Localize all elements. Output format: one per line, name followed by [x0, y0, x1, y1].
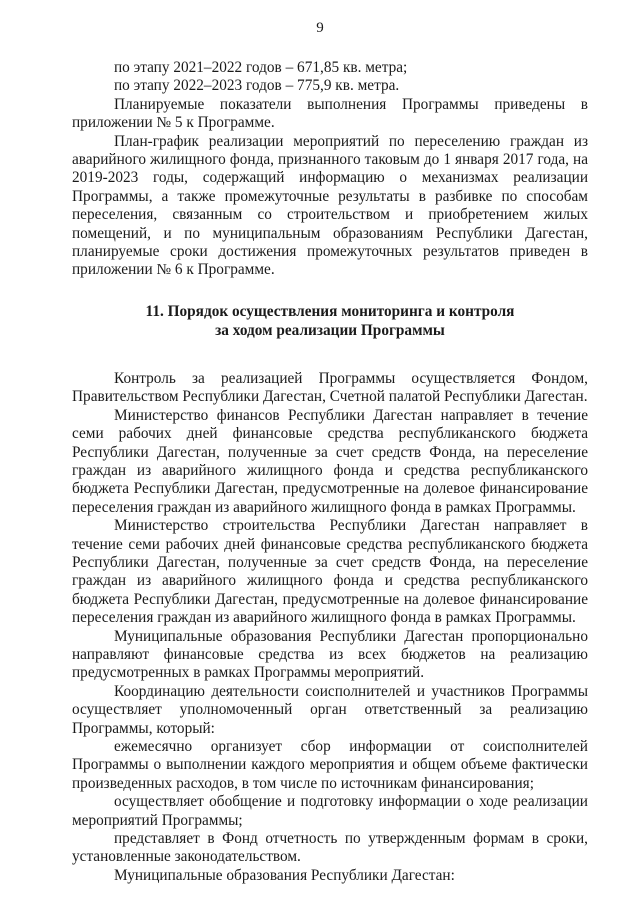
paragraph: Муниципальные образования Республики Дагестан: [114, 866, 455, 884]
paragraph: Планируемые показатели выполнения Программы приведены в приложении № 5 к Программе. [72, 95, 588, 132]
section-heading-line: за ходом реализации Программы [215, 321, 445, 339]
document-body [72, 59, 588, 885]
page-number: 9 [316, 20, 324, 36]
paragraph: Министерство финансов Республики Дагестан направляет в течение семи рабочих дней финансовые средства республиканского бюджета Республики Дагестан, полученные за счет средств Фонда, на переселение граждан из аварийного жилищного фонда и средства республиканского бюджета Республики Дагестан, предусмотренные на долевое финансирование переселения граждан из аварийного жилищного фонда в рамках Программы. [72, 406, 588, 516]
paragraph: по этапу 2022–2023 годов – 775,9 кв. метра. [114, 77, 400, 95]
paragraph: представляет в Фонд отчетность по утвержденным формам в сроки, установленные законодательством. [72, 830, 588, 866]
paragraph: Министерство строительства Республики Дагестан направляет в течение семи рабочих дней финансовые средства республиканского бюджета Республики Дагестан, полученные за счет средств Фонда, на переселение граждан из аварийного жилищного фонда и средства республиканского бюджета Республики Дагестан, предусмотренные на долевое финансирование переселения граждан из аварийного жилищного фонда в рамках Программы. [72, 517, 588, 627]
paragraph: План-график реализации мероприятий по переселению граждан из аварийного жилищного фонда, признанного таковым до 1 января 2017 года, на 2019-2023 годы, содержащий информацию о механизмах реализации Программы, а также промежуточные результаты в разбивке по способам переселения, связанным со строительством и приобретением жилых помещений, и по муниципальным образованиям Республики Дагестан, планируемые сроки достижения промежуточных результатов приведен в приложении № 6 к Программе. [72, 132, 588, 279]
paragraph: Координацию деятельности соисполнителей и участников Программы осуществляет уполномоченный орган ответственный за реализацию Программы, который: [72, 682, 588, 737]
section-heading-line: 11. Порядок осуществления мониторинга и контроля [145, 302, 515, 320]
paragraph: осуществляет обобщение и подготовку информации о ходе реализации мероприятий Программы; [72, 793, 588, 829]
paragraph: ежемесячно организует сбор информации от соисполнителей Программы о выполнении каждого мероприятия и общем объеме фактически произведенных расходов, в том числе по источникам финансирования; [72, 738, 588, 792]
section-heading [72, 302, 588, 340]
paragraph: по этапу 2021–2022 годов – 671,85 кв. метра; [114, 59, 408, 76]
paragraph: Контроль за реализацией Программы осуществляется Фондом, Правительством Республики Дагестан, Счетной палатой Республики Дагестан. [72, 369, 588, 406]
paragraph: Муниципальные образования Республики Дагестан пропорционально направляют финансовые средства из всех бюджетов на реализацию предусмотренных в рамках Программы мероприятий. [72, 627, 588, 682]
